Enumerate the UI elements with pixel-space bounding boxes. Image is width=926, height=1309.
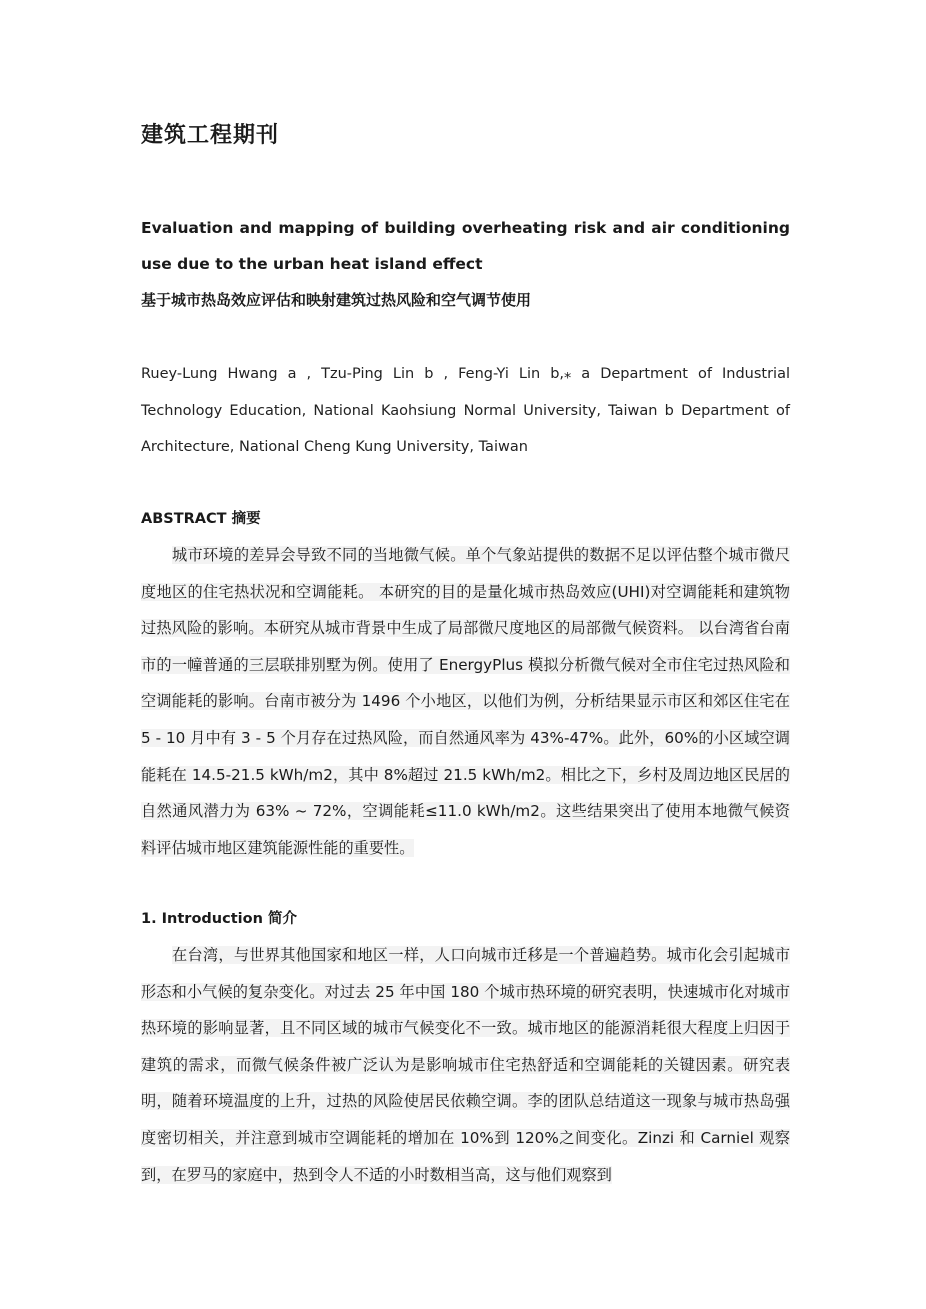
introduction-paragraph	[141, 937, 790, 1191]
author-affiliations: Ruey-Lung Hwang a , Tzu-Ping Lin b , Feng-Yi Lin b,⁎ a Department of Industrial Technology Education, National Kaohsiung Normal University, Taiwan b Department of Architecture, National Cheng Kung University, Taiwan	[141, 366, 790, 455]
introduction-text: 在台湾，与世界其他国家和地区一样，人口向城市迁移是一个普遍趋势。城市化会引起城市形态和小气候的复杂变化。对过去 25 年中国 180 个城市热环境的研究表明，快速城市化对城市热环境的影响显著，且不同区域的城市气候变化不一致。城市地区的能源消耗很大程度上归因于建筑的需求，而微气候条件被广泛认为是影响城市住宅热舒适和空调能耗的关键因素。研究表明，随着环境温度的上升，过热的风险使居民依赖空调。李的团队总结道这一现象与城市热岛强度密切相关，并注意到城市空调能耗的增加在 10%到 120%之间变化。Zinzi 和 Carniel 观察到，在罗马的家庭中，热到令人不适的小时数相当高，这与他们观察到	[141, 946, 790, 1184]
paper-title-chinese: 基于城市热岛效应评估和映射建筑过热风险和空气调节使用	[141, 291, 532, 309]
abstract-heading: ABSTRACT 摘要	[141, 511, 261, 527]
paper-title-english: Evaluation and mapping of building overheating risk and air conditioning use due to the urban heat island effect	[141, 219, 790, 273]
abstract-paragraph	[141, 537, 790, 866]
introduction-heading: 1. Introduction 简介	[141, 911, 297, 927]
abstract-text: 城市环境的差异会导致不同的当地微气候。单个气象站提供的数据不足以评估整个城市微尺度地区的住宅热状况和空调能耗。 本研究的目的是量化城市热岛效应(UHI)对空调能耗和建筑物过热风险的影响。本研究从城市背景中生成了局部微尺度地区的局部微气候资料。 以台湾省台南市的一幢普通的三层联排别墅为例。使用了 EnergyPlus 模拟分析微气候对全市住宅过热风险和空调能耗的影响。台南市被分为 1496 个小地区，以他们为例，分析结果显示市区和郊区住宅在 5 - 10 月中有 3 - 5 个月存在过热风险，而自然通风率为 43%-47%。此外，60%的小区域空调能耗在 14.5-21.5 kWh/m2，其中 8%超过 21.5 kWh/m2。相比之下，乡村及周边地区民居的自然通风潜力为 63% ~ 72%，空调能耗≤11.0 kWh/m2。这些结果突出了使用本地微气候资料评估城市地区建筑能源性能的重要性。	[141, 546, 790, 857]
journal-title: 建筑工程期刊	[141, 123, 280, 148]
